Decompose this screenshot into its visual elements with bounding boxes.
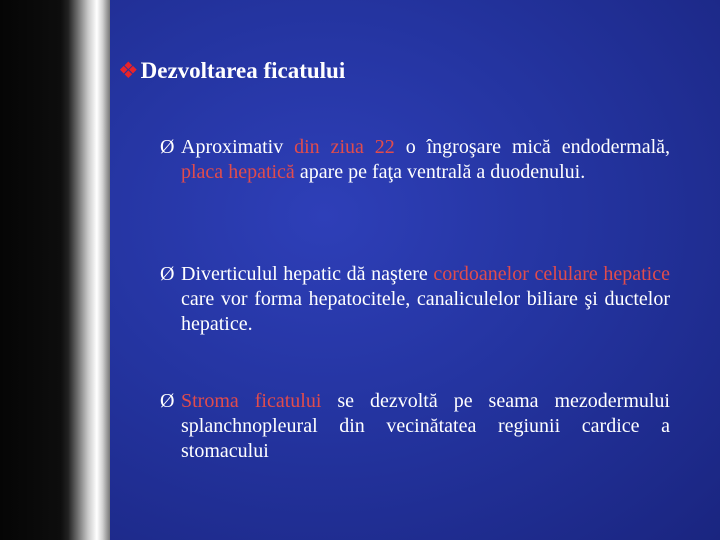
arrow-bullet-icon: Ø — [160, 263, 175, 285]
bullet-item-3 — [160, 389, 670, 464]
bullet-item-1 — [160, 135, 670, 185]
bullet-item-2 — [160, 262, 670, 337]
bullet-item-text: Stroma ficatului se dezvoltă pe seama mezodermului splanchnopleural din vecinătatea regiunii cardice a stomacului — [181, 390, 670, 462]
slide-title — [118, 58, 345, 84]
bullet-item-text: Aproximativ din ziua 22 o îngroşare mică endodermală, placa hepatică apare pe faţa ventrală a duodenului. — [181, 136, 670, 183]
arrow-bullet-icon: Ø — [160, 136, 175, 158]
bullet-item-text: Diverticulul hepatic dă naştere cordoanelor celulare hepatice care vor forma hepatocitele, canaliculelor biliare şi ductelor hepatice. — [181, 263, 670, 335]
diamond-bullet-icon: ❖ — [118, 58, 139, 83]
slide-title-text: Dezvoltarea ficatului — [140, 58, 346, 83]
arrow-bullet-icon: Ø — [160, 390, 175, 412]
decorative-sidebar — [0, 0, 110, 540]
